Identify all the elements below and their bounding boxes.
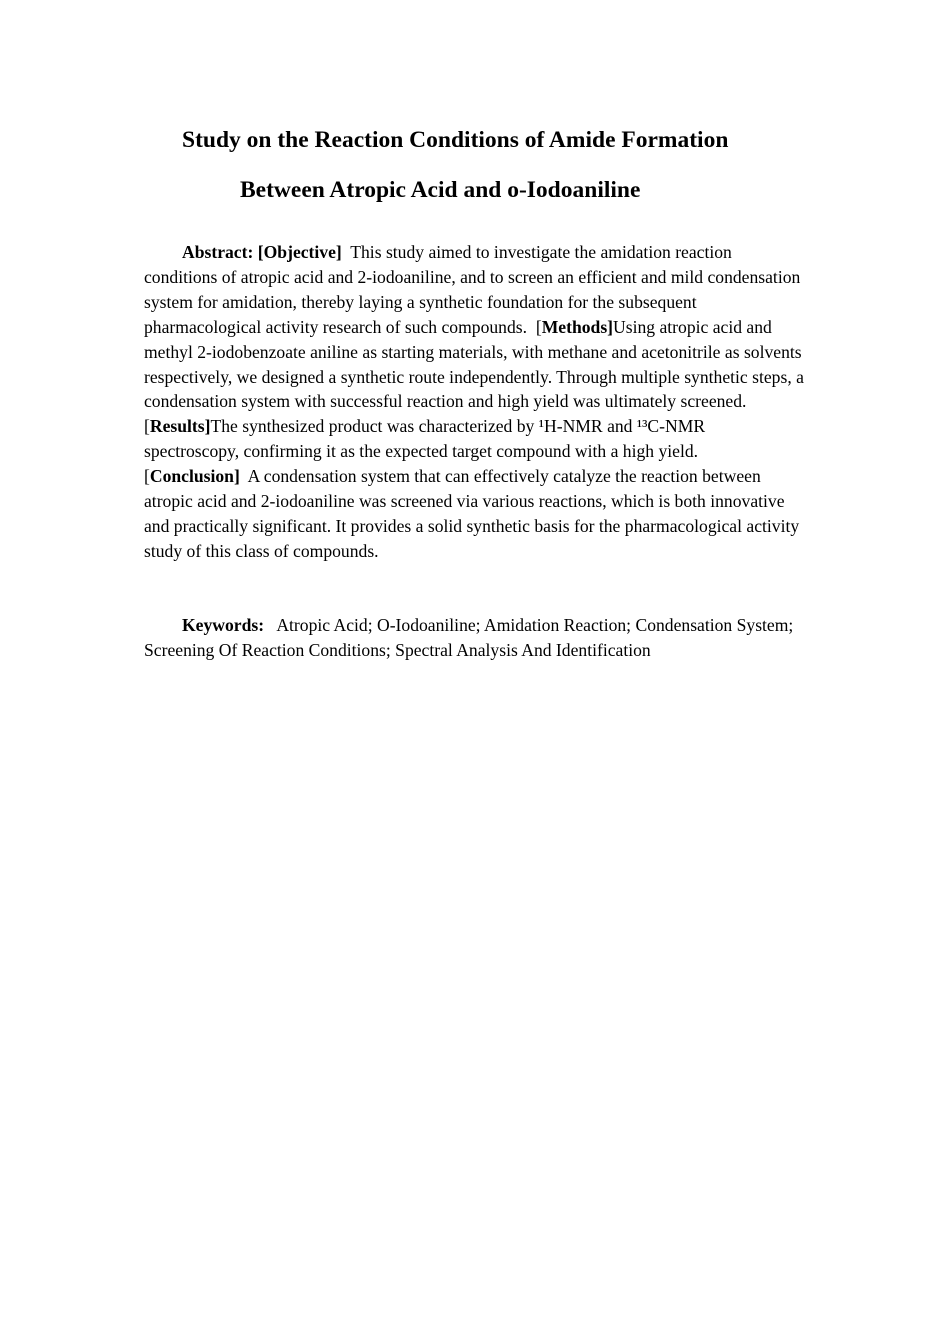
conclusion-text: A condensation system that can effectively catalyze the reaction between atropic acid and 2-iodoaniline was screened via various reactions, which is both innovative and practically significant. It provides a solid synthetic basis for the pharmacological activity study of this class of compounds. [144, 466, 800, 561]
keywords-paragraph [144, 613, 804, 663]
conclusion-label: Conclusion] [149, 466, 240, 487]
results-label: Results] [149, 416, 211, 437]
objective-text: This study aimed to investigate the amidation reaction conditions of atropic acid and 2-iodoaniline, and to screen an efficient and mild condensation system for amidation, thereby laying a synthetic foundation for the subsequent pharmacological activity research of such compounds. [144, 242, 801, 337]
abstract-label: Abstract: [182, 242, 254, 262]
objective-label: [Objective] [257, 242, 342, 262]
methods-open-bracket: [ [535, 316, 542, 337]
abstract-paragraph [144, 240, 804, 564]
conclusion-open-bracket: [ [144, 466, 150, 487]
methods-text: Using atropic acid and methyl 2-iodobenzoate aniline as starting materials, with methane and acetonitrile as solvents respectively, we designed a synthetic route independently. Through multiple synthetic steps, a condensation system with successful reaction and high yield was ultimately screened. [144, 316, 804, 412]
results-text: The synthesized product was characterized by ¹H-NMR and ¹³C-NMR spectroscopy, confirming it as the expected target compound with a high yield. [144, 416, 706, 462]
keywords-label: Keywords: [182, 615, 265, 635]
paper-title-line-1: Study on the Reaction Conditions of Amide Formation [182, 127, 729, 153]
paper-title-line-2: Between Atropic Acid and o-Iodoaniline [240, 177, 641, 203]
keywords-text: Atropic Acid; O-Iodoaniline; Amidation Reaction; Condensation System; Screening Of Reaction Conditions; Spectral Analysis And Identification [144, 615, 794, 660]
methods-label: Methods] [541, 316, 614, 337]
results-open-bracket: [ [144, 416, 150, 437]
